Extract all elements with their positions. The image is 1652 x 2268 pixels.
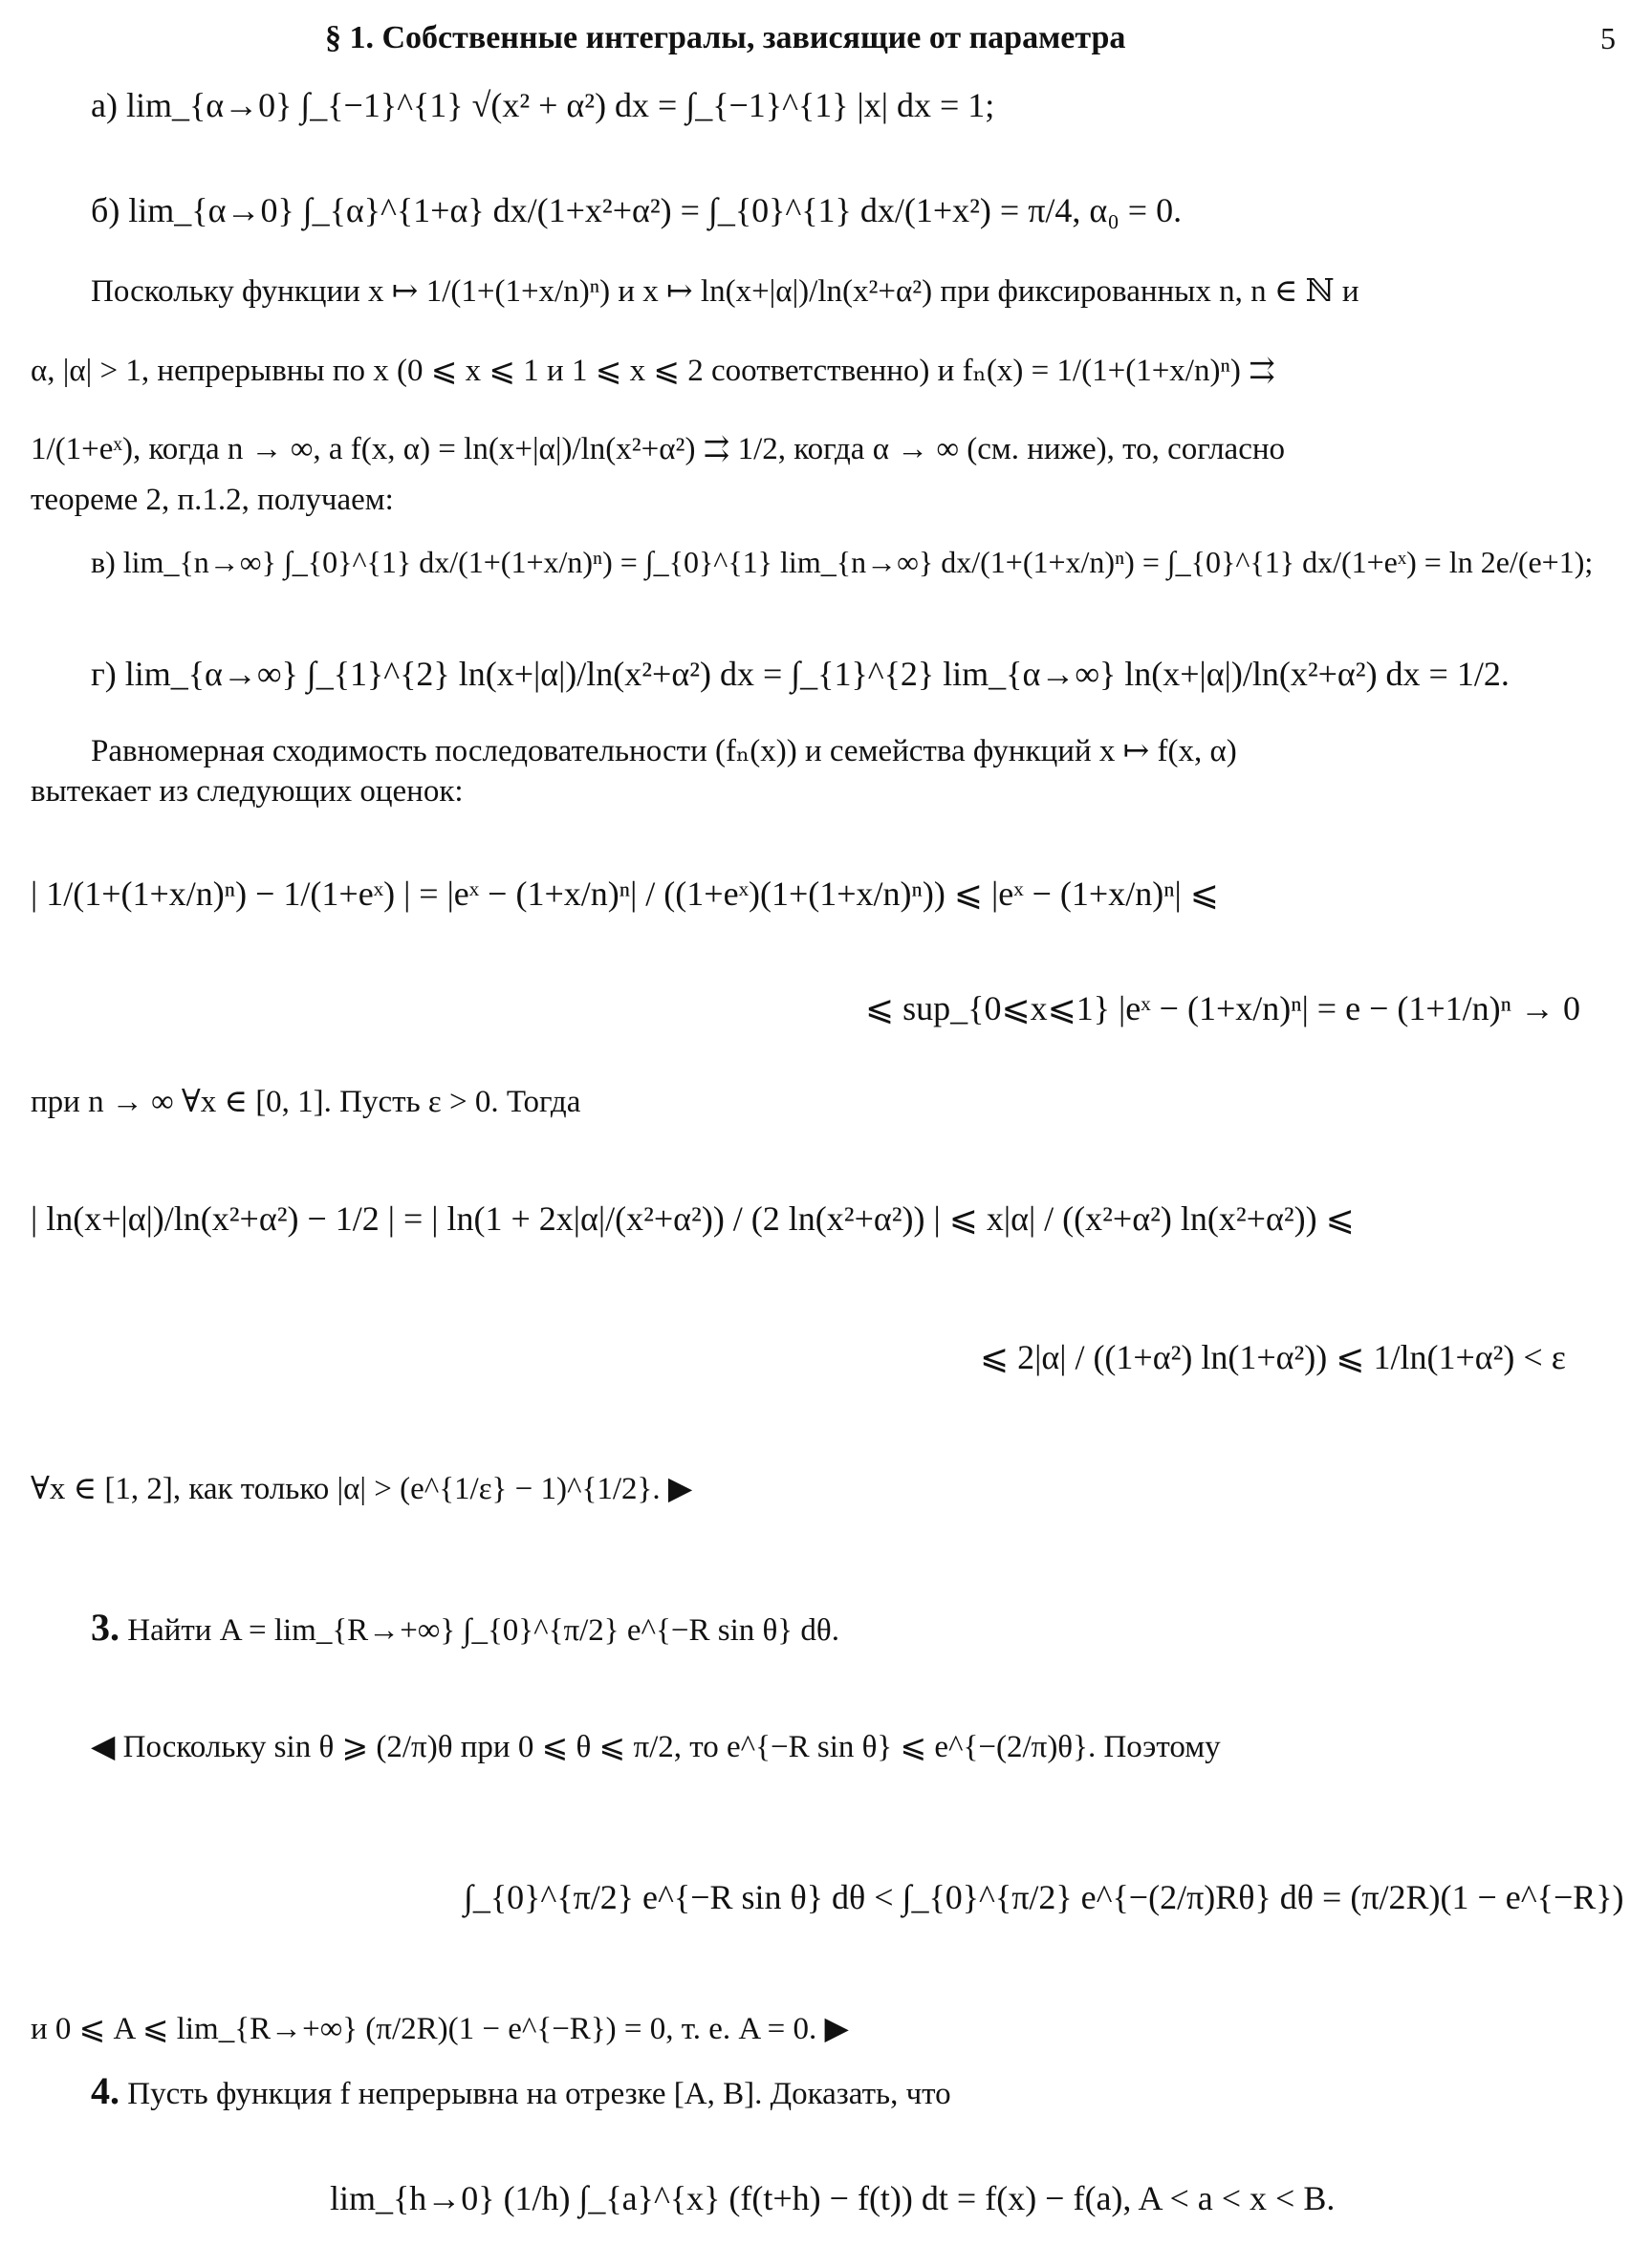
paragraph-line: ∀x ∈ [1, 2], как только |α| > (e^{1/ε} − 1)^{1/2}. ▶ bbox=[31, 1472, 693, 1506]
estimate-formula-3: | ln(x+|α|)/ln(x²+α²) − 1/2 | = | ln(1 + 2x|α|/(x²+α²)) / (2 ln(x²+α²)) | ⩽ x|α| / ((x²+α²) ln(x²+α²)) ⩽ bbox=[31, 1199, 1355, 1238]
formula-limit-a: а) lim_{α→0} ∫_{−1}^{1} √(x² + α²) dx = ∫_{−1}^{1} |x| dx = 1; bbox=[91, 86, 995, 124]
formula-limit-v: в) lim_{n→∞} ∫_{0}^{1} dx/(1+(1+x/n)ⁿ) = ∫_{0}^{1} lim_{n→∞} dx/(1+(1+x/n)ⁿ) = ∫_{0}^{1} dx/(1+eˣ) = ln 2e/(e+1); bbox=[91, 545, 1594, 579]
paragraph-line: 1/(1+eˣ), когда n → ∞, а f(x, α) = ln(x+|α|)/ln(x²+α²) ⇉ 1/2, когда α → ∞ (см. ниже), то, согласно bbox=[31, 432, 1286, 466]
problem-statement: Найти A = lim_{R→+∞} ∫_{0}^{π/2} e^{−R sin θ} dθ. bbox=[127, 1613, 839, 1648]
paragraph-line: теореме 2, п.1.2, получаем: bbox=[31, 483, 394, 517]
estimate-formula-4: ⩽ 2|α| / ((1+α²) ln(1+α²)) ⩽ 1/ln(1+α²) < ε bbox=[980, 1338, 1566, 1376]
problem-number: 3. bbox=[91, 1606, 120, 1649]
problem-3 bbox=[91, 1606, 839, 1650]
limit-identity-formula: lim_{h→0} (1/h) ∫_{a}^{x} (f(t+h) − f(t)) dt = f(x) − f(a), A < a < x < B. bbox=[330, 2179, 1336, 2217]
formula-limit-g: г) lim_{α→∞} ∫_{1}^{2} ln(x+|α|)/ln(x²+α²) dx = ∫_{1}^{2} lim_{α→∞} ln(x+|α|)/ln(x²+α²) dx = 1/2. bbox=[91, 655, 1510, 693]
formula-limit-b: б) lim_{α→0} ∫_{α}^{1+α} dx/(1+x²+α²) = ∫_{0}^{1} dx/(1+x²) = π/4, α₀ = 0. bbox=[91, 191, 1183, 229]
estimate-formula-1: | 1/(1+(1+x/n)ⁿ) − 1/(1+eˣ) | = |eˣ − (1+x/n)ⁿ| / ((1+eˣ)(1+(1+x/n)ⁿ)) ⩽ |eˣ − (1+x/n)ⁿ| ⩽ bbox=[31, 875, 1219, 913]
problem-statement: Пусть функция f непрерывна на отрезке [A, B]. Доказать, что bbox=[127, 2077, 951, 2111]
paragraph-line: и 0 ⩽ A ⩽ lim_{R→+∞} (π/2R)(1 − e^{−R}) = 0, т. е. A = 0. ▶ bbox=[31, 2012, 849, 2046]
paragraph-line: Поскольку функции x ↦ 1/(1+(1+x/n)ⁿ) и x ↦ ln(x+|α|)/ln(x²+α²) при фиксированных n, n ∈ ℕ и bbox=[91, 274, 1359, 309]
problem-4 bbox=[91, 2069, 951, 2113]
paragraph-line: ◀ Поскольку sin θ ⩾ (2/π)θ при 0 ⩽ θ ⩽ π/2, то e^{−R sin θ} ⩽ e^{−(2/π)θ}. Поэтому bbox=[91, 1730, 1221, 1764]
paragraph-line: Равномерная сходимость последовательности (fₙ(x)) и семейства функций x ↦ f(x, α) bbox=[91, 734, 1237, 768]
paragraph-line: при n → ∞ ∀x ∈ [0, 1]. Пусть ε > 0. Тогда bbox=[31, 1085, 581, 1119]
page-number: 5 bbox=[1600, 21, 1616, 55]
integral-estimate-formula: ∫_{0}^{π/2} e^{−R sin θ} dθ < ∫_{0}^{π/2} e^{−(2/π)Rθ} dθ = (π/2R)(1 − e^{−R}) bbox=[464, 1878, 1624, 1916]
estimate-formula-2: ⩽ sup_{0⩽x⩽1} |eˣ − (1+x/n)ⁿ| = e − (1+1/n)ⁿ → 0 bbox=[865, 989, 1580, 1027]
paragraph-line: α, |α| > 1, непрерывны по x (0 ⩽ x ⩽ 1 и 1 ⩽ x ⩽ 2 соответственно) и fₙ(x) = 1/(1+(1+x/n)ⁿ) ⇉ bbox=[31, 354, 1275, 388]
problem-number: 4. bbox=[91, 2069, 120, 2112]
paragraph-line: вытекает из следующих оценок: bbox=[31, 774, 464, 809]
running-header-title: § 1. Собственные интегралы, зависящие от параметра bbox=[325, 20, 1126, 55]
